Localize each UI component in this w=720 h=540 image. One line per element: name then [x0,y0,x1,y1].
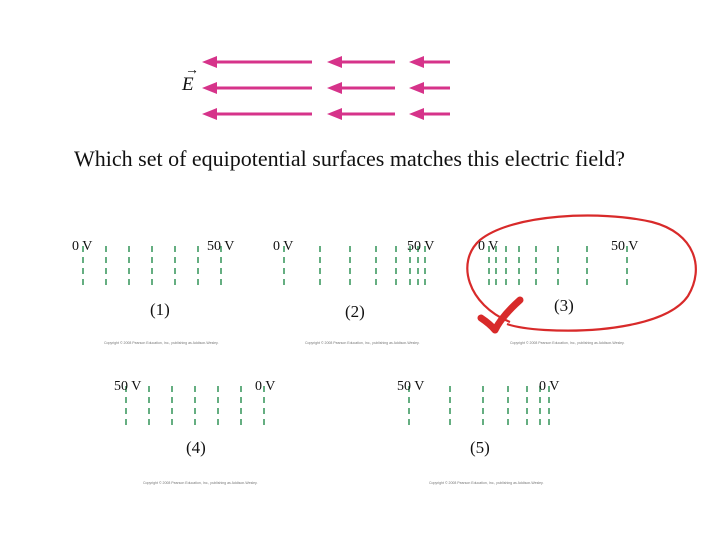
field-arrow-head-r2-s3 [409,82,424,94]
option-2-left-label: 0 V [273,239,294,254]
option-3-lines [489,246,627,286]
option-1-left-label: 0 V [72,239,93,254]
field-arrow-head-r3-s2 [327,108,342,120]
field-arrow-head-r2-s2 [327,82,342,94]
field-arrow-head-r1-s3 [409,56,424,68]
answer-circle [467,216,696,331]
option-1-right-label: 50 V [207,239,235,254]
option-5-number: (5) [470,438,490,457]
option-2-right-label: 50 V [407,239,435,254]
field-symbol: E [182,74,194,95]
electric-field-arrows [202,56,450,120]
option-5-left-label: 50 V [397,379,425,394]
option-4-lines [126,386,264,426]
option-2-copyright: Copyright © 2008 Pearson Education, Inc., publishing as Addison-Wesley. [305,341,420,345]
field-arrow-head-r3-s1 [202,108,217,120]
option-4-left-label: 50 V [114,379,142,394]
option-2-number: (2) [345,302,365,321]
option-4-copyright: Copyright © 2008 Pearson Education, Inc., publishing as Addison-Wesley. [143,481,258,485]
field-arrow-head-r2-s1 [202,82,217,94]
field-vector-mark: → [185,63,199,78]
field-arrow-head-r1-s1 [202,56,217,68]
option-5-lines [409,386,549,426]
option-3-right-label: 50 V [611,239,639,254]
option-1-lines [83,246,221,286]
option-3-copyright: Copyright © 2008 Pearson Education, Inc., publishing as Addison-Wesley. [510,341,625,345]
option-5-right-label: 0 V [539,379,560,394]
equipotential-options [83,246,627,426]
question-text: Which set of equipotential surfaces matches this electric field? [74,146,625,171]
field-arrow-head-r1-s2 [327,56,342,68]
option-4-right-label: 0 V [255,379,276,394]
option-2-lines [284,246,425,286]
option-1-number: (1) [150,300,170,319]
option-4-number: (4) [186,438,206,457]
option-5-copyright: Copyright © 2008 Pearson Education, Inc., publishing as Addison-Wesley. [429,481,544,485]
field-arrow-head-r3-s3 [409,108,424,120]
option-1-copyright: Copyright © 2008 Pearson Education, Inc., publishing as Addison-Wesley. [104,341,219,345]
answer-annotation [467,216,696,331]
option-3-left-label: 0 V [478,239,499,254]
option-3-number: (3) [554,296,574,315]
field-label [182,63,199,96]
